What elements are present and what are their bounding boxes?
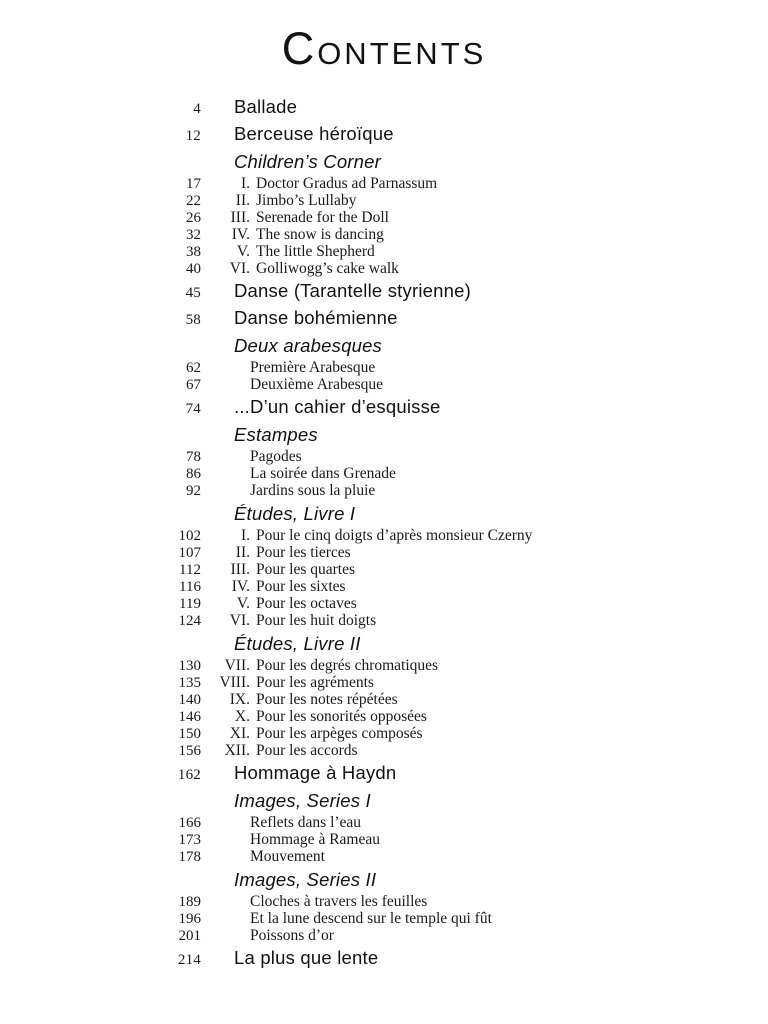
page-title: CONTENTS — [281, 23, 487, 74]
page-number: 112 — [179, 562, 201, 578]
toc-sub-entry — [0, 192, 768, 209]
movement-numeral: II. — [235, 192, 250, 209]
page-number: 116 — [179, 579, 201, 595]
page-number: 166 — [178, 815, 201, 831]
toc-entry — [0, 304, 768, 331]
toc-section-header — [0, 500, 768, 527]
entry-title: Danse (Tarantelle styrienne) — [234, 280, 471, 301]
page-number: 135 — [178, 675, 201, 691]
toc-sub-entry — [0, 561, 768, 578]
toc-sub-entry — [0, 260, 768, 277]
toc-entry — [0, 120, 768, 147]
movement-numeral: VII. — [224, 657, 250, 674]
page-number: 201 — [178, 928, 201, 944]
section-header-title: Études, Livre I — [234, 503, 356, 524]
page-number: 124 — [178, 613, 201, 629]
entry-title: Pour le cinq doigts d’après monsieur Czerny — [256, 527, 533, 544]
toc-sub-entry — [0, 893, 768, 910]
section-header-title: Images, Series II — [234, 869, 377, 890]
toc-sub-entry — [0, 595, 768, 612]
page-number: 146 — [178, 709, 201, 725]
movement-numeral: X. — [234, 708, 250, 725]
movement-numeral: V. — [236, 243, 250, 260]
page-number: 12 — [185, 128, 201, 144]
toc-sub-entry — [0, 742, 768, 759]
toc-entry — [0, 759, 768, 786]
entry-title: Pour les arpèges composés — [256, 725, 423, 742]
entry-title: La plus que lente — [234, 947, 379, 968]
entry-title: Golliwogg’s cake walk — [256, 260, 399, 277]
entry-title: Pour les degrés chromatiques — [256, 657, 439, 674]
entry-title: Mouvement — [250, 848, 325, 865]
movement-numeral: XI. — [229, 725, 250, 742]
page-number: 4 — [193, 101, 201, 117]
toc-sub-entry — [0, 243, 768, 260]
toc-sub-entry — [0, 359, 768, 376]
toc-sub-entry — [0, 465, 768, 482]
entry-title: Jardins sous la pluie — [250, 482, 376, 499]
entry-title: Poissons d’or — [250, 927, 334, 944]
entry-title: Reflets dans l’eau — [250, 814, 362, 831]
toc-section-header — [0, 332, 768, 359]
section-header-title: Images, Series I — [234, 790, 371, 811]
toc-sub-entry — [0, 910, 768, 927]
movement-numeral: III. — [230, 209, 250, 226]
page-number: 32 — [186, 227, 201, 243]
entry-title: ...D’un cahier d’esquisse — [234, 396, 441, 417]
page-number: 196 — [178, 911, 201, 927]
entry-title: Pour les agréments — [256, 674, 374, 691]
page-number: 130 — [178, 658, 201, 674]
movement-numeral: IX. — [229, 691, 250, 708]
toc-entry — [0, 393, 768, 420]
page-number: 189 — [178, 894, 201, 910]
page-number: 156 — [178, 743, 201, 759]
movement-numeral: V. — [236, 595, 250, 612]
toc-sub-entry — [0, 209, 768, 226]
toc-section-header — [0, 787, 768, 814]
toc-section-header — [0, 148, 768, 175]
toc-sub-entry — [0, 848, 768, 865]
movement-numeral: III. — [230, 561, 250, 578]
entry-title: Ballade — [234, 96, 298, 117]
toc-sub-entry — [0, 612, 768, 629]
page-number: 150 — [178, 726, 201, 742]
entry-title: Pour les accords — [256, 742, 358, 759]
page-number: 26 — [186, 210, 201, 226]
toc-entry — [0, 93, 768, 120]
toc-sub-entry — [0, 657, 768, 674]
entry-title: Jimbo’s Lullaby — [256, 192, 357, 209]
page-number: 107 — [178, 545, 201, 561]
toc-sub-entry — [0, 708, 768, 725]
entry-title: Berceuse héroïque — [234, 123, 394, 144]
toc-sub-entry — [0, 376, 768, 393]
movement-numeral: VI. — [229, 260, 250, 277]
page-number: 78 — [186, 449, 201, 465]
entry-title: Serenade for the Doll — [256, 209, 389, 226]
section-header-title: Children’s Corner — [234, 151, 382, 172]
toc-sub-entry — [0, 544, 768, 561]
entry-title: Danse bohémienne — [234, 307, 398, 328]
page-number: 119 — [179, 596, 201, 612]
section-header-title: Deux arabesques — [234, 335, 383, 356]
entry-title: Et la lune descend sur le temple qui fût — [250, 910, 492, 927]
movement-numeral: I. — [240, 527, 250, 544]
page-number: 214 — [177, 952, 201, 968]
entry-title: Cloches à travers les feuilles — [250, 893, 428, 910]
movement-numeral: XII. — [224, 742, 250, 759]
movement-numeral: VI. — [229, 612, 250, 629]
page-number: 102 — [178, 528, 201, 544]
entry-title: Pagodes — [250, 448, 302, 465]
toc-sub-entry — [0, 482, 768, 499]
entry-title: La soirée dans Grenade — [250, 465, 396, 482]
toc-sub-entry — [0, 226, 768, 243]
section-header-title: Estampes — [234, 424, 318, 445]
entry-title: Deuxième Arabesque — [250, 376, 383, 393]
page-number: 38 — [186, 244, 201, 260]
page-number: 40 — [186, 261, 201, 277]
page-number: 162 — [177, 767, 201, 783]
entry-title: Pour les sixtes — [256, 578, 346, 595]
page-number: 17 — [186, 176, 201, 192]
entry-title: Pour les notes répétées — [256, 691, 398, 708]
entry-title: Première Arabesque — [250, 359, 376, 376]
entry-title: Pour les octaves — [256, 595, 357, 612]
page-number: 22 — [186, 193, 201, 209]
page-number: 86 — [186, 466, 201, 482]
page-number: 173 — [178, 832, 201, 848]
toc-sub-entry — [0, 175, 768, 192]
toc-sub-entry — [0, 674, 768, 691]
entry-title: Pour les tierces — [256, 544, 351, 561]
page-number: 58 — [185, 312, 201, 328]
page-number: 92 — [186, 483, 201, 499]
movement-numeral: IV. — [231, 226, 250, 243]
movement-numeral: IV. — [231, 578, 250, 595]
page-number: 45 — [185, 285, 201, 301]
page-number: 62 — [186, 360, 201, 376]
toc-list — [0, 77, 768, 971]
toc-entry — [0, 944, 768, 971]
section-header-title: Études, Livre II — [234, 633, 361, 654]
movement-numeral: II. — [235, 544, 250, 561]
toc-sub-entry — [0, 691, 768, 708]
toc-sub-entry — [0, 578, 768, 595]
toc-sub-entry — [0, 927, 768, 944]
toc-section-header — [0, 630, 768, 657]
movement-numeral: VIII. — [219, 674, 250, 691]
entry-title: Hommage à Haydn — [234, 762, 397, 783]
toc-section-header — [0, 421, 768, 448]
toc-entry — [0, 277, 768, 304]
movement-numeral: I. — [240, 175, 250, 192]
toc-section-header — [0, 866, 768, 893]
page-number: 140 — [178, 692, 201, 708]
entry-title: Pour les huit doigts — [256, 612, 377, 629]
toc-sub-entry — [0, 448, 768, 465]
entry-title: Doctor Gradus ad Parnassum — [256, 175, 438, 192]
entry-title: Hommage à Rameau — [250, 831, 380, 848]
toc-sub-entry — [0, 814, 768, 831]
entry-title: Pour les quartes — [256, 561, 356, 578]
page-number: 178 — [178, 849, 201, 865]
toc-sub-entry — [0, 527, 768, 544]
entry-title: The snow is dancing — [256, 226, 384, 243]
toc-sub-entry — [0, 831, 768, 848]
page-number: 74 — [185, 401, 201, 417]
page-number: 67 — [186, 377, 201, 393]
toc-sub-entry — [0, 725, 768, 742]
entry-title: Pour les sonorités opposées — [256, 708, 427, 725]
entry-title: The little Shepherd — [256, 243, 375, 260]
